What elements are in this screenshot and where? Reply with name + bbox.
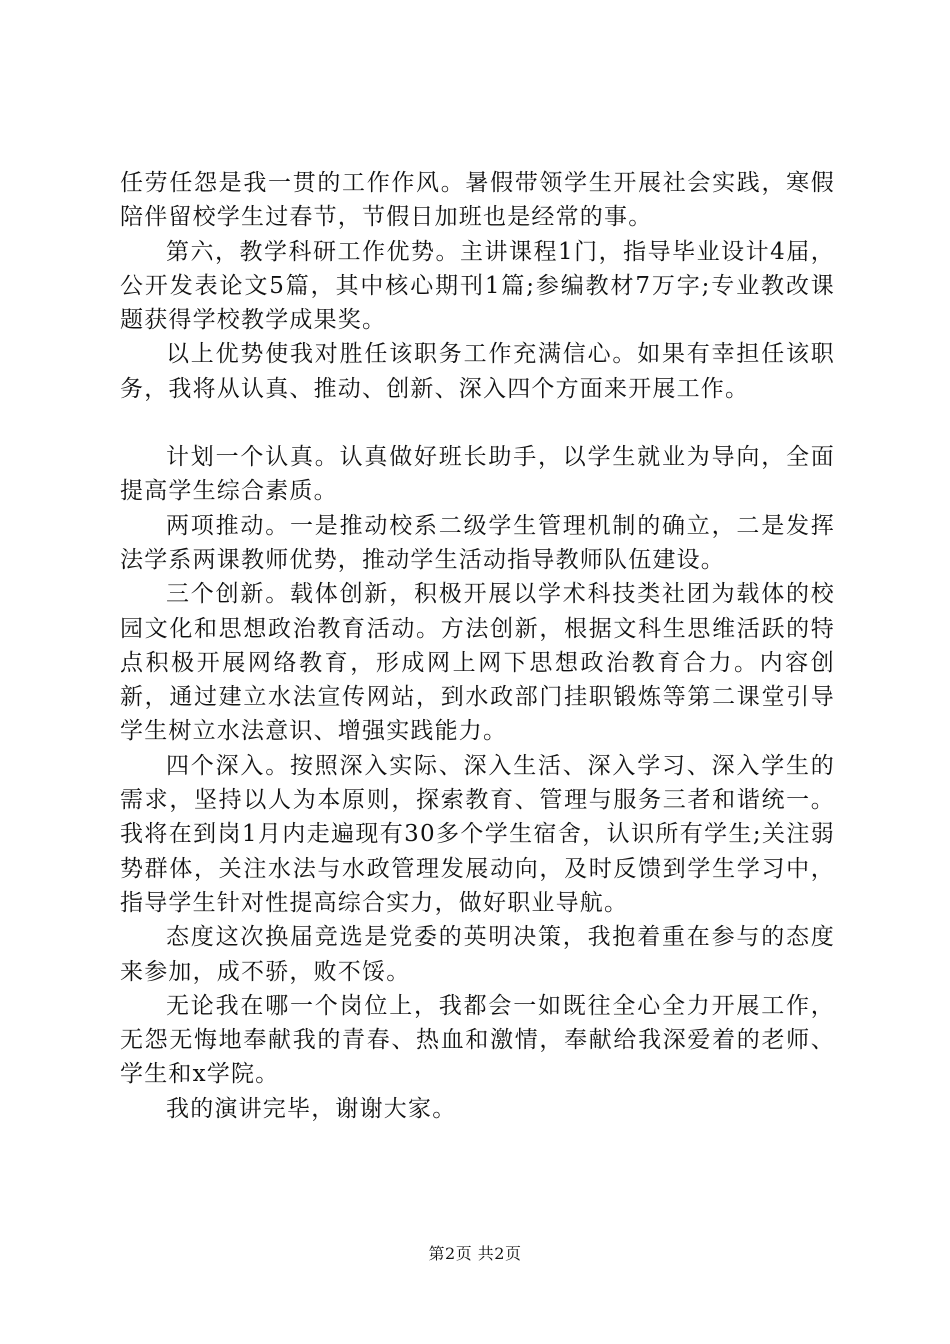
paragraph-3: 以上优势使我对胜任该职务工作充满信心。如果有幸担任该职务，我将从认真、推动、创新、深入四个方面来开展工作。 xyxy=(120,341,835,402)
paragraph-8: 态度这次换届竞选是党委的英明决策，我抱着重在参与的态度来参加，成不骄，败不馁。 xyxy=(120,924,835,985)
paragraph-6: 三个创新。载体创新，积极开展以学术科技类社团为载体的校园文化和思想政治教育活动。方法创新，根据文科生思维活跃的特点积极开展网络教育，形成网上网下思想政治教育合力。内容创新，通过建立水法宣传网站，到水政部门挂职锻炼等第二课堂引导学生树立水法意识、增强实践能力。 xyxy=(120,581,835,745)
paragraph-10: 我的演讲完毕，谢谢大家。 xyxy=(166,1095,457,1122)
page-number-footer: 第2页 共2页 xyxy=(428,1244,522,1263)
document-body xyxy=(120,166,835,1126)
paragraph-4: 计划一个认真。认真做好班长助手，以学生就业为导向，全面提高学生综合素质。 xyxy=(120,444,835,505)
paragraph-1: 任劳任怨是我一贯的工作作风。暑假带领学生开展社会实践，寒假陪伴留校学生过春节，节假日加班也是经常的事。 xyxy=(120,170,835,231)
paragraph-7: 四个深入。按照深入实际、深入生活、深入学习、深入学生的需求，坚持以人为本原则，探索教育、管理与服务三者和谐统一。我将在到岗1月内走遍现有30多个学生宿舍，认识所有学生;关注弱势群体，关注水法与水政管理发展动向，及时反馈到学生学习中，指导学生针对性提高综合实力，做好职业导航。 xyxy=(120,752,835,916)
paragraph-2: 第六，教学科研工作优势。主讲课程1门，指导毕业设计4届，公开发表论文5篇，其中核心期刊1篇;参编教材7万字;专业教改课题获得学校教学成果奖。 xyxy=(120,238,835,334)
paragraph-9: 无论我在哪一个岗位上，我都会一如既往全心全力开展工作，无怨无悔地奉献我的青春、热血和激情，奉献给我深爱着的老师、学生和x学院。 xyxy=(120,992,835,1088)
paragraph-5: 两项推动。一是推动校系二级学生管理机制的确立，二是发挥法学系两课教师优势，推动学生活动指导教师队伍建设。 xyxy=(120,512,835,573)
